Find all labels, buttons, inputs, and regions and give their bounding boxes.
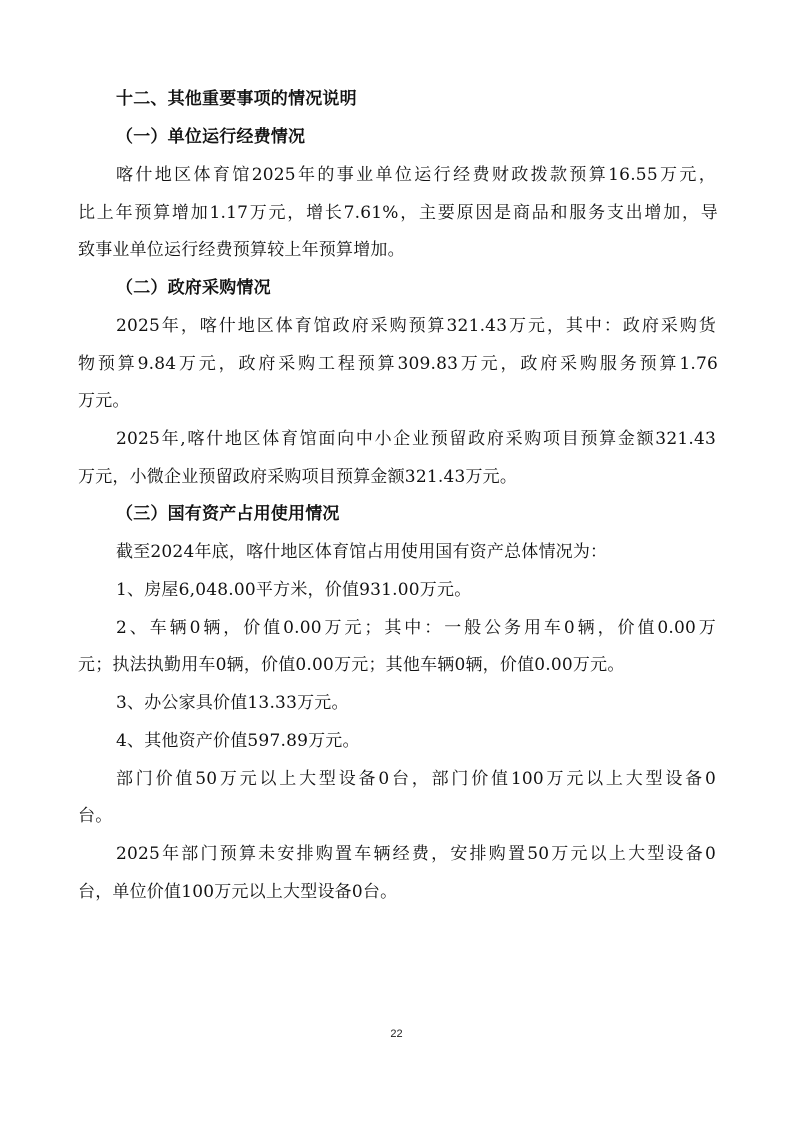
asset-item-vehicles: 2、车辆0辆，价值0.00万元；其中：一般公务用车0辆，价值0.00万 bbox=[116, 618, 716, 638]
paragraph-line: 致事业单位运行经费预算较上年预算增加。 bbox=[78, 240, 405, 260]
asset-item-housing: 1、房屋6,048.00平方米，价值931.00万元。 bbox=[116, 580, 472, 600]
paragraph-line: 2025年，喀什地区体育馆政府采购预算321.43万元，其中：政府采购货 bbox=[116, 316, 716, 336]
subsection-title-state-assets: （三）国有资产占用使用情况 bbox=[116, 504, 340, 524]
asset-item-other: 4、其他资产价值597.89万元。 bbox=[116, 731, 360, 751]
asset-item-furniture: 3、办公家具价值13.33万元。 bbox=[116, 693, 349, 713]
paragraph-line: 台，单位价值100万元以上大型设备0台。 bbox=[78, 882, 398, 902]
paragraph-line: 2025年,喀什地区体育馆面向中小企业预留政府采购项目预算金额321.43 bbox=[116, 429, 716, 449]
paragraph-line: 万元。 bbox=[78, 391, 130, 411]
page-number: 22 bbox=[390, 1028, 403, 1040]
paragraph-line: 物预算9.84万元，政府采购工程预算309.83万元，政府采购服务预算1.76 bbox=[78, 354, 718, 374]
subsection-title-operating-costs: （一）单位运行经费情况 bbox=[116, 127, 306, 147]
paragraph-line: 比上年预算增加1.17万元，增长7.61%，主要原因是商品和服务支出增加，导 bbox=[78, 203, 718, 223]
paragraph-line: 2025年部门预算未安排购置车辆经费，安排购置50万元以上大型设备0 bbox=[116, 844, 716, 864]
subsection-title-procurement: （二）政府采购情况 bbox=[116, 278, 271, 298]
paragraph-line: 喀什地区体育馆2025年的事业单位运行经费财政拨款预算16.55万元， bbox=[116, 165, 716, 185]
paragraph-line: 部门价值50万元以上大型设备0台，部门价值100万元以上大型设备0 bbox=[116, 769, 716, 789]
paragraph-line: 元；执法执勤用车0辆，价值0.00万元；其他车辆0辆，价值0.00万元。 bbox=[78, 655, 625, 675]
section-title: 十二、其他重要事项的情况说明 bbox=[116, 89, 357, 109]
paragraph-line: 截至2024年底，喀什地区体育馆占用使用国有资产总体情况为： bbox=[116, 542, 608, 562]
paragraph-line: 万元，小微企业预留政府采购项目预算金额321.43万元。 bbox=[78, 467, 518, 487]
paragraph-line: 台。 bbox=[78, 806, 113, 826]
